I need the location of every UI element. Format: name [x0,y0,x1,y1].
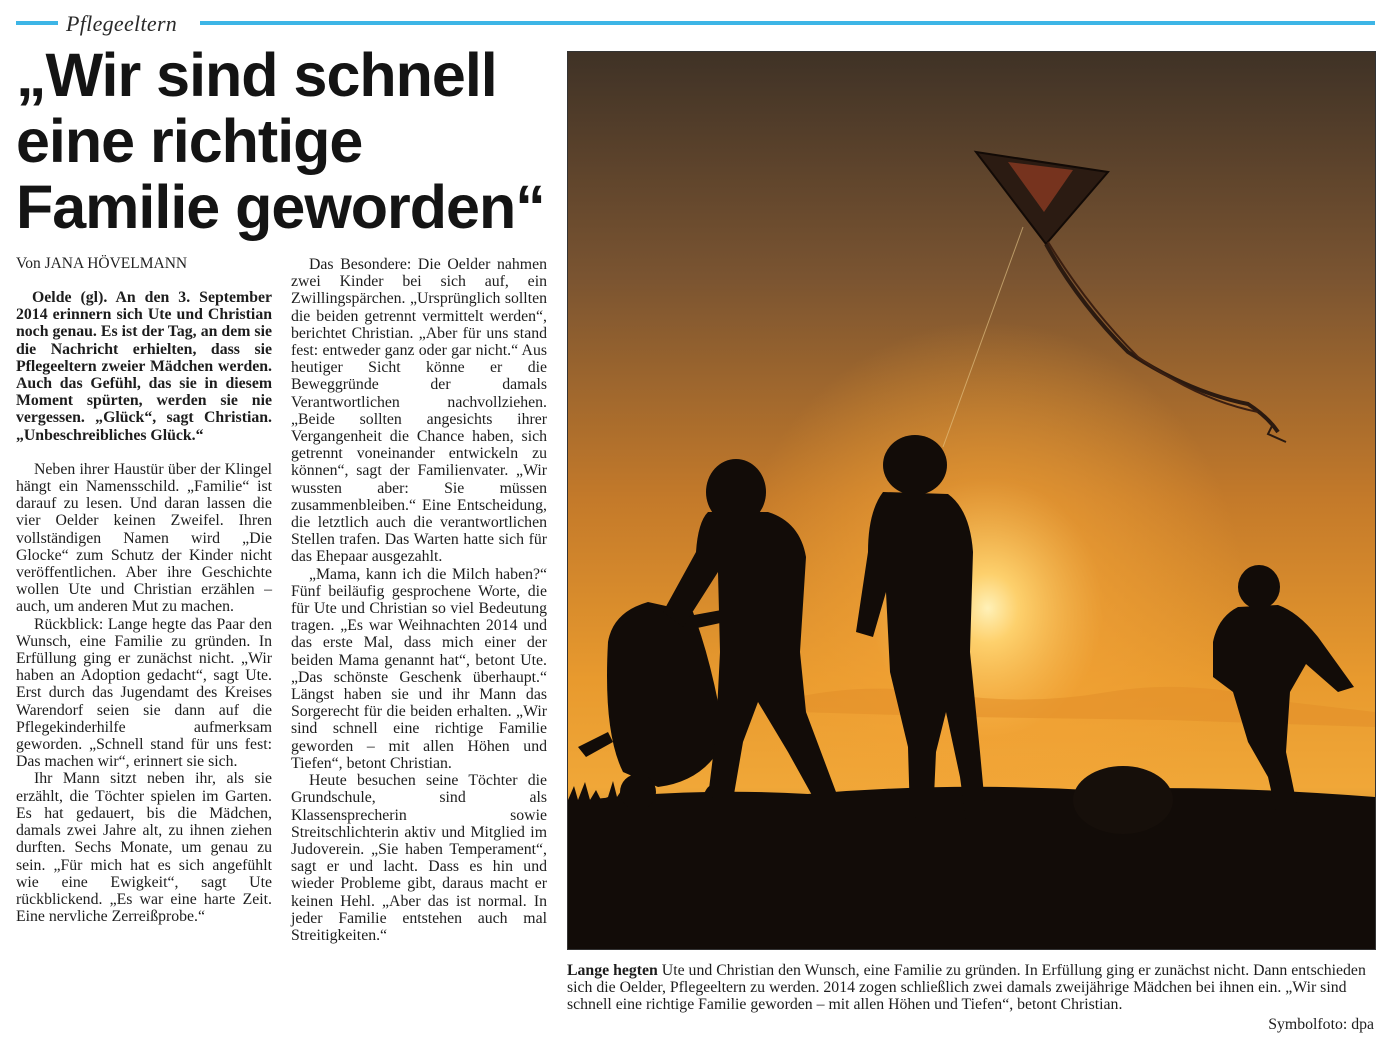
sunset-silhouette-image [568,52,1375,949]
article-column-1 [16,289,272,925]
byline: Von JANA HÖVELMANN [16,255,188,272]
section-rule-left [16,21,58,25]
body-paragraph: Ihr Mann sitzt neben ihr, als sie erzählt, die Töchter spielen im Garten. Es hat gedauert, bis die Mädchen, damals zwei Jahre alt, zu ihnen ziehen durften. Sechs Monate, um genau zu sein. „Für mich hat es sich angefühlt wie eine Ewigkeit“, sagt Ute rückblickend. „Es war eine harte Zeit. Eine nervliche Zerreißprobe.“ [16,770,272,926]
family-kite-photo [567,51,1376,950]
headline: „Wir sind schnell eine richtige Familie geworden“ [16,41,545,241]
photo-caption [567,962,1374,1014]
body-paragraph: Heute besuchen seine Töchter die Grundschule, sind als Klassensprecherin sowie Streitschlichterin aktiv und Mitglied im Judoverein. „Sie haben Temperament“, sagt er und lacht. Dass es hin und wieder Probleme gibt, daraus macht er keinen Hehl. „Aber das ist normal. In jeder Familie entstehen auch mal Streitigkeiten.“ [291,772,547,944]
caption-text: Ute und Christian den Wunsch, eine Familie zu gründen. In Erfüllung ging er zunächst nicht. Dann entschieden sich die Oelder, Pflegeeltern zu werden. 2014 zogen schließlich zwei damals zweijährige Mädchen bei ihnen ein. „Wir sind schnell eine richtige Familie geworden – mit allen Höhen und Tiefen“, betont Christian. [567,962,1366,1014]
article-column-2 [291,256,547,944]
lead-paragraph: Oelde (gl). An den 3. September 2014 erinnern sich Ute und Christian noch genau. Es ist der Tag, an dem sie die Nachricht erhielten, dass sie Pflegeeltern zweier Mädchen werden. Auch das Gefühl, das sie in diesem Moment spürten, werden sie nie vergessen. „Glück“, sagt Christian. „Unbeschreibliches Glück.“ [16,289,272,444]
photo-credit: Symbolfoto: dpa [1268,1016,1374,1033]
section-kicker: Pflegeeltern [66,11,178,36]
body-paragraph: Neben ihrer Haustür über der Klingel hängt ein Namensschild. „Familie“ ist darauf zu lesen. Und daran lassen die vier Oelder keinen Zweifel. Ihren vollständigen Namen wird „Die Glocke“ zum Schutz der Kinder nicht veröffentlichen. Aber ihre Geschichte wollen Ute und Christian erzählen – auch, um anderen Mut zu machen. [16,460,272,616]
body-paragraph: „Mama, kann ich die Milch haben?“ Fünf beiläufig gesprochene Worte, die für Ute und Christian so viel Bedeutung tragen. „Es war Weihnachten 2014 und das erste Mal, dass mich einer der beiden Mama genannt hat“, betont Ute. „Das schönste Geschenk überhaupt.“ Längst haben sie und ihr Mann das Sorgerecht für die beiden erhalten. „Wir sind schnell eine richtige Familie geworden – mit allen Höhen und Tiefen“, betont Christian. [291,565,547,772]
section-rule-right [200,21,1375,25]
body-paragraph: Das Besondere: Die Oelder nahmen zwei Kinder bei sich auf, ein Zwillingspärchen. „Ursprünglich sollten die beiden getrennt vermittelt werden“, berichtet Christian. „Aber für uns stand fest: entweder ganz oder gar nicht.“ Aus heutiger Sicht könne er die Beweggründe der damals Verantwortlichen nachvollziehen. „Beide sollten angesichts ihrer Vergangenheit die Chance haben, sich getrennt voneinander entwickeln zu können“, sagt der Familienvater. „Wir wussten aber: Sie müssen zusammenbleiben.“ Eine Entscheidung, die letztlich auch die verantwortlichen Stellen trafen. Das Warten hatte sich für das Ehepaar ausgezahlt. [291,256,547,566]
body-paragraph: Rückblick: Lange hegte das Paar den Wunsch, eine Familie zu gründen. In Erfüllung ging er zunächst nicht. „Wir haben an Adoption gedacht“, sagt Ute. Erst durch das Jugendamt des Kreises Warendorf seien sie dann auf die Pflegekinderhilfe aufmerksam geworden. „Schnell stand für uns fest: Das machen wir“, erinnert sie sich. [16,615,272,771]
caption-lead: Lange hegten [567,962,658,979]
